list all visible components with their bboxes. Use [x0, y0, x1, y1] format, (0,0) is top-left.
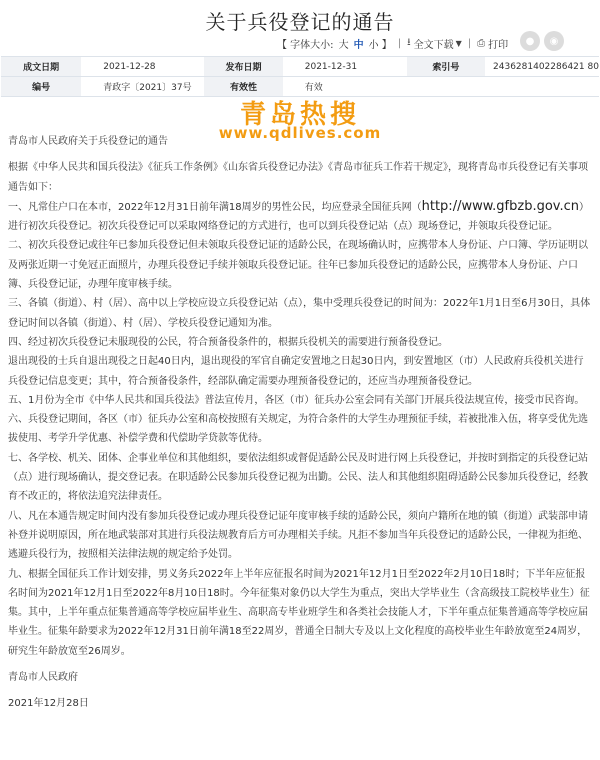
document-number-label: 编号 [1, 77, 81, 97]
validity-label: 有效性 [204, 77, 282, 97]
wechat-icon[interactable]: ● [520, 31, 540, 51]
share-group [520, 31, 564, 51]
article-signature: 青岛市人民政府 [8, 672, 78, 684]
toolbar-divider: | [397, 37, 402, 49]
download-button[interactable]: 全文下载 [413, 39, 454, 51]
article-heading: 青岛市人民政府关于兵役登记的通告 [8, 136, 168, 147]
article-intro: 根据《中华人民共和国兵役法》《征兵工作条例》《山东省兵役登记办法》《青岛市征兵工作若干规定》，现将青岛市兵役登记有关事项通告如下： [8, 162, 588, 193]
watermark-url: www.qdlives.com [218, 124, 382, 142]
validity-value: 有效 [283, 77, 407, 97]
created-date-label: 成文日期 [1, 57, 81, 77]
toolbar [277, 35, 508, 51]
page-title: 关于兵役登记的通告 [205, 10, 395, 34]
article-paragraph-9: 九、根据全国征兵工作计划安排，男义务兵2022年上半年应征报名时间为2021年12月1日至2022年2月10日18时；下半年应征报名时间为2021年12月1日至2022年8月10日18时。今年征集对象仍以大学生为重点，突出大学毕业生（含高级技工院校毕业生）征集。其中，上半年重点征集普通高等学校应届毕业生、高职高专毕业班学生和各类社会技能人才，下半年重点征集普通高等学校应届毕业生。征集年龄要求为2022年12月31日前年满18至22周岁，普通全日制大专及以上文化程度的高校毕业生年龄放宽至24周岁，研究生年龄放宽至26周岁。 [8, 568, 590, 657]
article-paragraph-4b: 退出现役的士兵自退出现役之日起40日内，退出现役的军官自确定安置地之日起30日内，到安置地区（市）人民政府兵役机关进行兵役登记信息变更；其中，符合预备役条件，经部队确定需要办理预备役登记的，还应当办理预备役登记。 [8, 356, 584, 387]
article-paragraph-5: 五、1月份为全市《中华人民共和国兵役法》普法宣传月，各区（市）征兵办公室会同有关部门开展兵役法规宣传，接受市民咨询。 [8, 394, 585, 406]
article-paragraph-7: 七、各学校、机关、团体、企事业单位和其他组织，要依法组织或督促适龄公民及时进行网上兵役登记，并按时到指定的兵役登记站（点）进行现场确认，提交登记表。在职适龄公民参加兵役登记视为出勤。公民、法人和其他组织阻碍适龄公民参加兵役登记，经教育不改正的，将依法追究法律责任。 [8, 452, 588, 503]
recruitment-link[interactable]: http://www.gfbzb.gov.cn [421, 198, 579, 214]
article-paragraph-6: 六、兵役登记期间，各区（市）征兵办公室和高校按照有关规定，为符合条件的大学生办理预征手续，若被批准入伍，将享受优先选拔使用、考学升学优惠、补偿学费和代偿助学贷款等优待。 [8, 414, 588, 445]
document-number-value: 青政字〔2021〕37号 [81, 77, 204, 97]
published-date-label: 发布日期 [204, 57, 282, 77]
index-number-label: 索引号 [407, 57, 485, 77]
metadata-row [1, 57, 599, 77]
published-date-value: 2021-12-31 [283, 57, 407, 77]
article-paragraph-3: 三、各镇（街道）、村（居）、高中以上学校应设立兵役登记站（点），集中受理兵役登记的时间为：2022年1月1日至6月30日，具体登记时间以各镇（街道）、村（居）、学校兵役登记通知为准。 [8, 298, 591, 329]
article-body [8, 132, 592, 714]
article-date: 2021年12月28日 [8, 698, 89, 710]
printer-icon: ⎙ [477, 37, 486, 49]
index-number-value: 2436281402286421 80 [485, 57, 599, 77]
font-size-small-button[interactable]: 小 】 [368, 39, 392, 51]
print-button[interactable]: 打印 [488, 39, 509, 51]
font-size-large-button[interactable]: 大 [338, 39, 349, 51]
weibo-icon[interactable]: ◉ [544, 31, 564, 51]
toolbar-divider: | [467, 37, 472, 49]
article-paragraph-2: 二、初次兵役登记或往年已参加兵役登记但未领取兵役登记证的适龄公民，在现场确认时，应携带本人身份证、户口簿、学历证明以及两张近期一寸免冠正面照片，办理兵役登记手续并领取兵役登记证。往年已参加兵役登记的适龄公民，应携带本人身份证、户口簿、兵役登记证，办理年度审核手续。 [8, 240, 588, 291]
font-size-label: 【 字体大小: [277, 39, 334, 51]
article-paragraph-1: 一、凡常住户口在本市，2022年12月31日前年满18周岁的男性公民，均应登录全国征兵网（http://www.gfbzb.gov.cn）进行初次兵役登记。初次兵役登记可以采取网络登记的方式进行，也可以到兵役登记站（点）现场登记，并领取兵役登记证。 [8, 198, 589, 233]
article-paragraph-4: 四、经过初次兵役登记未服现役的公民，符合预备役条件的，根据兵役机关的需要进行预备役登记。 [8, 336, 448, 348]
metadata-table [1, 56, 599, 97]
created-date-value: 2021-12-28 [81, 57, 204, 77]
chevron-down-icon[interactable]: ▼ [455, 38, 462, 48]
download-icon: ⭳ [407, 36, 411, 48]
watermark-text: 青岛热搜 [239, 100, 360, 130]
font-size-medium-button[interactable]: 中 [353, 39, 364, 51]
article-paragraph-8: 八、凡在本通告规定时间内没有参加兵役登记或办理兵役登记证年度审核手续的适龄公民，须向户籍所在地的镇（街道）武装部申请补登并说明原因，所在地武装部对其进行兵役法规教育后方可办理相关手续。凡拒不参加当年兵役登记的适龄公民，一律视为拒绝、逃避兵役行为，按照相关法律法规的规定给予处罚。 [8, 510, 588, 561]
